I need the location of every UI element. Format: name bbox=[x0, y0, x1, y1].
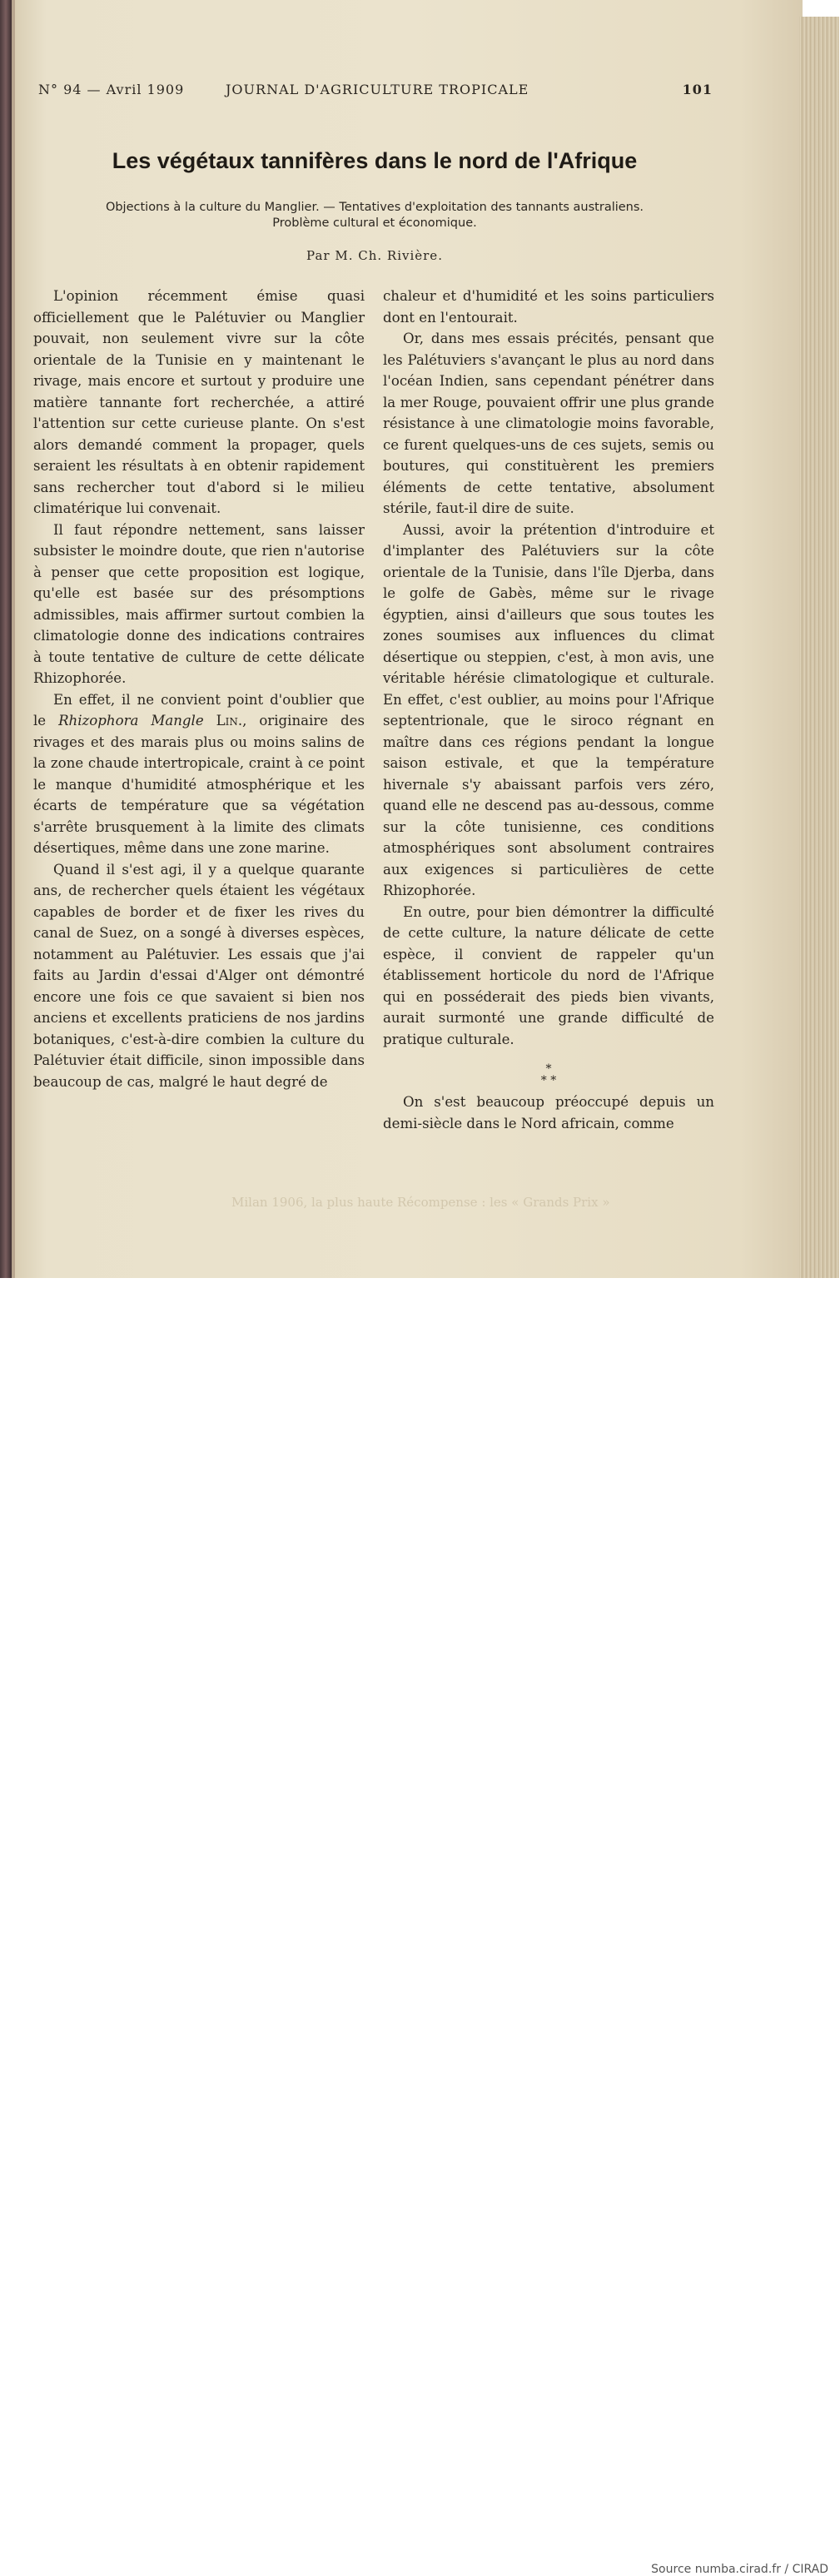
paragraph: On s'est beaucoup préoccupé depuis un demi-siècle dans le Nord africain, comme bbox=[383, 1094, 714, 1131]
running-head bbox=[38, 82, 713, 102]
paragraph: L'opinion récemment émise quasi officiellement que le Palétuvier ou Manglier pouvait, non seulement vivre sur la côte orientale de la Tunisie en y maintenant le rivage, mais encore et surtout y produire une matière tannante fort recherchée, a attiré l'attention sur cette curieuse plante. On s'est alors demandé comment la propager, quels seraient les résultats à en obtenir rapidement sans rechercher tout d'abord si le milieu climatérique lui convenait. bbox=[33, 288, 365, 516]
page-stack-edge bbox=[799, 17, 839, 1278]
bleed-through-text: Milan 1906, la plus haute Récompense : les « Grands Prix » bbox=[231, 1195, 610, 1210]
paragraph: Or, dans mes essais précités, pensant que les Palétuviers s'avançant le plus au nord dans l'océan Indien, sans cependant pénétrer dans la mer Rouge, pouvaient offrir une plus grande résistance à une climatologie moins favorable, ce furent quelques-uns de ces sujets, semis ou boutures, qui constituèrent les premiers éléments de cette tentative, absolument stérile, faut-il dire de suite. bbox=[383, 331, 714, 516]
left-column bbox=[33, 286, 365, 1092]
book-binding bbox=[0, 0, 12, 1278]
article-byline: Par M. Ch. Rivière. bbox=[306, 248, 443, 263]
paragraph bbox=[33, 689, 365, 859]
article-title: Les végétaux tannifères dans le nord de l'Afrique bbox=[112, 148, 638, 173]
paragraph: En outre, pour bien démontrer la difficulté de cette culture, la nature délicate de cette espèce, il convient de rappeler qu'un établissement horticole du nord de l'Afrique qui en posséderait des pieds bien vivants, aurait surmonté une grande difficulté de pratique culturale. bbox=[383, 903, 714, 1047]
paragraph: Il faut répondre nettement, sans laisser subsister le moindre doute, que rien n'autorise à penser que cette proposition est logique, qu'elle est basée sur des présomptions admissibles, mais affirmer surtout combien la climatologie donne des indications contraires à toute tentative de culture de cette délicate Rhizophorée. bbox=[33, 521, 365, 686]
asterism-bottom: * * bbox=[540, 1074, 557, 1087]
species-name: Rhizophora Mangle bbox=[58, 713, 204, 729]
subtitle-line-2: Problème cultural et économique. bbox=[272, 216, 477, 230]
paragraph-text: En effet, il ne convient point d'oublier que le bbox=[33, 691, 365, 729]
species-author: Lin. bbox=[216, 713, 243, 729]
section-asterism bbox=[383, 1050, 714, 1092]
journal-name: JOURNAL D'AGRICULTURE TROPICALE bbox=[226, 82, 529, 97]
asterism-top: * bbox=[545, 1062, 552, 1076]
paragraph: Quand il s'est agi, il y a quelque quarante ans, de rechercher quels étaient les végétaux capables de border et de fixer les rives du canal de Suez, on a songé à diverses espèces, notamment au Palétuvier. Les essais que j'ai faits au Jardin d'essai d'Alger ont démontré encore une fois ce que savaient si bien nos anciens et excellents praticiens de nos jardins botaniques, c'est-à-dire combien la culture du Palétuvier était difficile, sinon impossible dans beaucoup de cas, malgré le haut degré de bbox=[33, 861, 365, 1090]
issue-date: N° 94 — Avril 1909 bbox=[38, 82, 185, 97]
paragraph: Aussi, avoir la prétention d'introduire et d'implanter des Palétuviers sur la côte orientale de la Tunisie, dans l'île Djerba, dans le golfe de Gabès, même sur le rivage égyptien, ainsi d'ailleurs que sous toutes les zones soumises aux influences du climat désertique ou steppien, c'est, à mon avis, une véritable hérésie climatologique et culturale. En effet, c'est oublier, au moins pour l'Afrique septentrionale, que le siroco régnant en maître dans ces régions pendant la longue saison estivale, et que la température hivernale s'y abaissant parfois vers zéro, quand elle ne descend pas au-dessous, comme sur la côte tunisienne, ces conditions atmosphériques sont absolument contraires aux exigences si particulières de cette Rhizophorée. bbox=[383, 521, 714, 898]
article-subtitle bbox=[33, 200, 716, 231]
right-column bbox=[383, 286, 714, 1134]
viewer-footer bbox=[0, 1278, 840, 2576]
paragraph-text: , originaire des rivages et des marais plus ou moins salins de la zone chaude intertropicale, craint à ce point le manque d'humidité atmosphérique et les écarts de température que sa végétation s'arrête brusquement à la limite des climats désertiques, même dans une zone marine. bbox=[33, 713, 365, 856]
subtitle-line-1: Objections à la culture du Manglier. — Tentatives d'exploitation des tannants australiens. bbox=[105, 201, 644, 214]
source-credit: Source numba.cirad.fr / CIRAD bbox=[651, 2563, 828, 2576]
page-number: 101 bbox=[682, 82, 713, 97]
paragraph-continuation: chaleur et d'humidité et les soins particuliers dont en l'entourait. bbox=[383, 288, 714, 326]
